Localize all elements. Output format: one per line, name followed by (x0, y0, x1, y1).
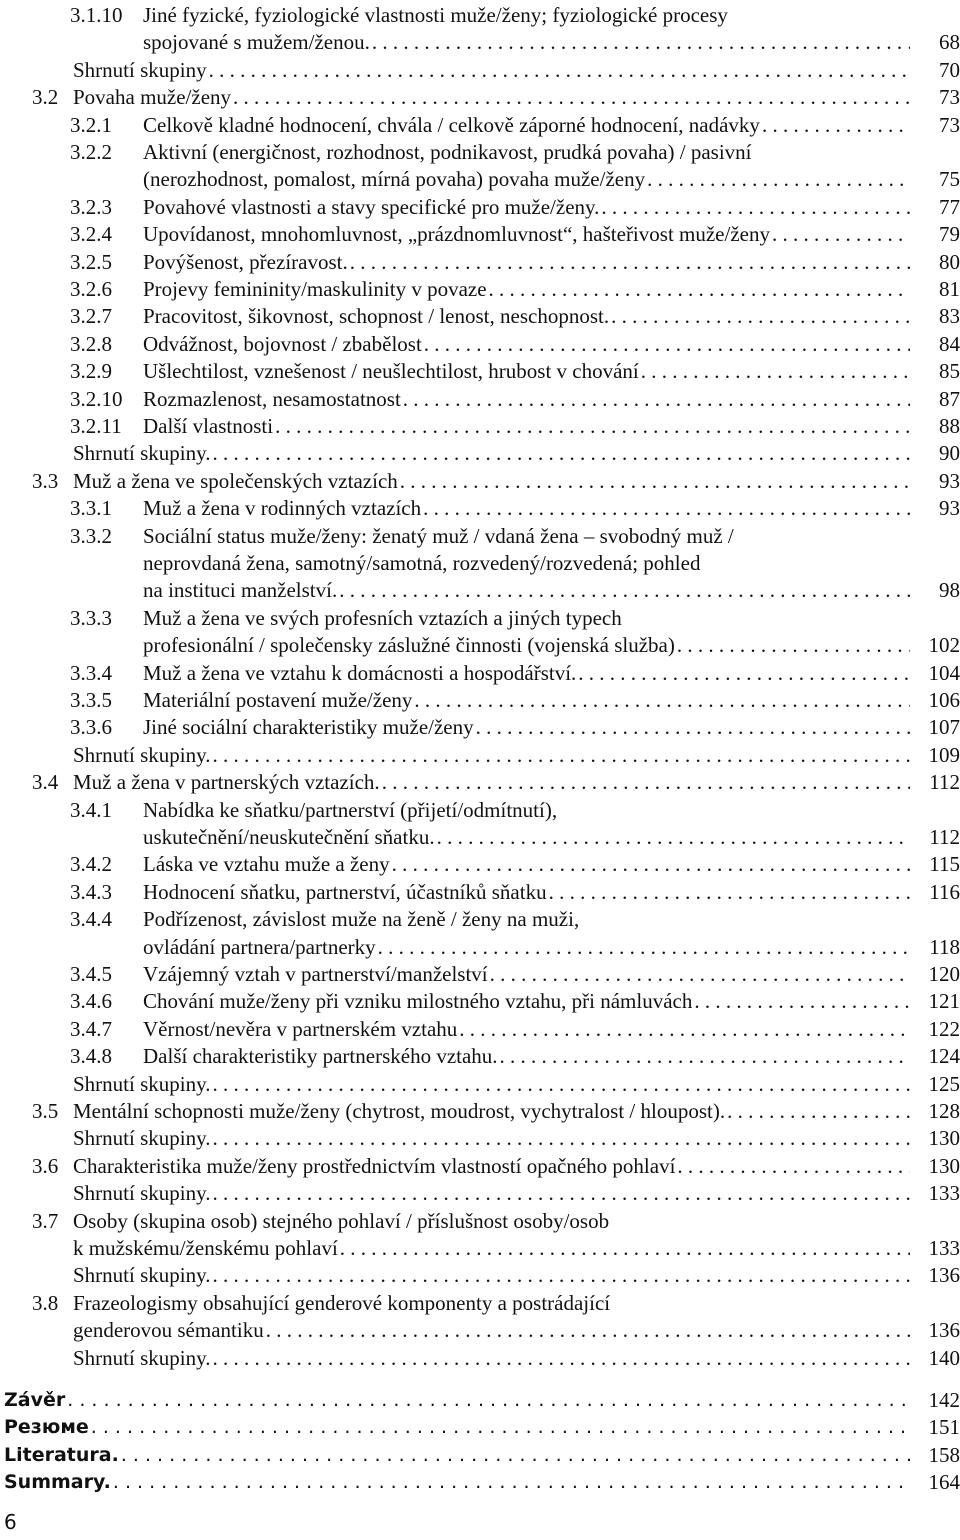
dot-leader (547, 879, 910, 906)
toc-entry[interactable] (0, 194, 960, 221)
toc-entry-number: 3.2.2 (70, 140, 112, 164)
toc-entry-title-line (143, 139, 960, 166)
toc-entry-title-line (143, 386, 910, 413)
toc-entry-title: Osoby (skupina osob) stejného pohlaví / příslušnost osoby/osob (73, 1208, 610, 1233)
toc-entry-title-line (73, 1290, 960, 1317)
toc-entry-title-line (73, 1071, 910, 1098)
toc-entry-page: 140 (928, 1345, 960, 1370)
toc-entry[interactable] (0, 660, 960, 687)
dot-leader (370, 29, 910, 56)
toc-entry-number: 3.2.1 (70, 112, 112, 137)
toc-entry-title: Shrnutí skupiny. (73, 742, 211, 767)
toc-entry-title-line (143, 988, 910, 1015)
toc-entry-title-line (143, 276, 910, 303)
toc-entry-title: Shrnutí skupiny. (73, 441, 211, 466)
toc-entry[interactable] (0, 605, 960, 660)
toc-entry-title-line (73, 1345, 910, 1372)
dot-leader (435, 824, 910, 851)
toc-entry-number: 3.3.1 (70, 496, 112, 521)
toc-entry-page: 128 (928, 1099, 960, 1123)
toc-entry-title: (nerozhodnost, pomalost, mírná povaha) povaha muže/ženy (143, 167, 646, 192)
toc-entry[interactable] (0, 742, 960, 769)
toc-entry-title-line (143, 824, 910, 851)
toc-entry-title: Literatura. (4, 1443, 119, 1466)
toc-entry-page: 115 (929, 852, 960, 877)
toc-entry-title: neprovdaná žena, samotný/samotná, rozvedený/rozvedená; pohled (143, 550, 701, 575)
toc-entry-title-line (143, 934, 910, 961)
toc-entry-page: 90 (939, 441, 960, 466)
dot-leader (210, 742, 910, 769)
toc-entry[interactable] (0, 468, 960, 495)
toc-entry-title-line (73, 1317, 910, 1344)
toc-entry-title-line (4, 1442, 910, 1469)
toc-entry-page: 112 (929, 824, 960, 849)
toc-entry[interactable] (0, 1125, 960, 1152)
toc-entry-page: 116 (929, 879, 960, 904)
toc-entry-number: 3.3.3 (70, 605, 112, 630)
toc-entry-title: Muž a žena ve společenských vztazích (73, 468, 398, 493)
toc-entry-title-line (4, 1387, 910, 1414)
toc-entry[interactable] (0, 906, 960, 961)
toc-entry-title: Ušlechtilost, vznešenost / neušlechtilost, hrubost v chování (143, 359, 639, 384)
toc-entry-page: 73 (939, 112, 960, 137)
toc-entry-page: 88 (939, 414, 960, 438)
toc-entry-title-line (143, 605, 960, 632)
dot-leader (488, 961, 910, 988)
toc-entry-title: Chování muže/ženy při vzniku milostného vztahu, při námluvách (143, 989, 693, 1014)
toc-entry-title: Materiální postavení muže/ženy (143, 688, 413, 712)
toc-entry-title-line (4, 1469, 910, 1496)
toc-entry[interactable] (0, 769, 960, 796)
toc-entry-title-line (143, 2, 960, 29)
toc-entry[interactable] (0, 1387, 960, 1414)
toc-entry-number: 3.1.10 (70, 3, 123, 27)
toc-entry-number: 3.8 (32, 1290, 59, 1315)
dot-leader (264, 1317, 910, 1344)
toc-entry-page: 118 (929, 934, 960, 959)
toc-entry-number: 3.4 (32, 770, 59, 795)
dot-leader (609, 303, 910, 330)
toc-entry-number: 3.4.1 (70, 797, 112, 822)
toc-entry-title: ovládání partnera/partnerky (143, 934, 376, 959)
toc-entry-title-line (73, 1125, 910, 1152)
toc-entry-number: 3.2.8 (70, 331, 112, 356)
toc-entry-title: Povýšenost, přezíravost. (143, 249, 348, 274)
dot-leader (210, 1180, 910, 1207)
toc-entry-title: Povahové vlastnosti a stavy specifické pro muže/ženy. (143, 194, 600, 219)
toc-entry-page: 133 (928, 1235, 960, 1260)
dot-leader (231, 84, 910, 111)
toc-entry-number: 3.4.2 (70, 852, 112, 877)
toc-entry-title: Další vlastnosti (143, 414, 274, 438)
toc-entry[interactable] (0, 139, 960, 194)
toc-entry-title-line (143, 523, 960, 550)
toc-entry-title: Shrnutí skupiny. (73, 1181, 211, 1206)
toc-entry-page: 79 (939, 222, 960, 247)
dot-leader (412, 687, 910, 714)
dot-leader (210, 1345, 910, 1372)
toc-entry-title-line (73, 1208, 960, 1235)
toc-entry-page: 151 (928, 1415, 960, 1440)
toc-entry[interactable] (0, 1442, 960, 1469)
toc-entry-title: Shrnutí skupiny. (73, 1071, 211, 1096)
toc-entry-title-line (143, 112, 910, 139)
toc-entry-title-line (73, 1153, 910, 1180)
toc-entry-title-line (143, 194, 910, 221)
toc-entry[interactable] (0, 1071, 960, 1098)
dot-leader (210, 1071, 910, 1098)
toc-entry[interactable] (0, 687, 960, 714)
toc-entry-title-line (73, 57, 910, 84)
toc-entry-number: 3.7 (32, 1208, 59, 1233)
toc-entry-title-line (143, 221, 910, 248)
toc-entry-number: 3.3.5 (70, 688, 112, 712)
dot-leader (599, 194, 910, 221)
toc-entry-title-line (143, 29, 910, 56)
toc-entry-page: 102 (928, 633, 960, 658)
toc-entry-title-line (73, 1180, 910, 1207)
toc-entry-number: 3.4.4 (70, 907, 112, 932)
toc-entry-title-line (73, 84, 910, 111)
toc-entry-title: uskutečnění/neuskutečnění sňatku. (143, 824, 435, 849)
dot-leader (645, 166, 910, 193)
toc-entry-page: 75 (939, 167, 960, 192)
toc-entry-title-line (143, 249, 910, 276)
toc-entry[interactable] (0, 1262, 960, 1289)
toc-entry-title: na instituci manželství. (143, 578, 338, 603)
toc-entry[interactable] (0, 879, 960, 906)
toc-entry-title-line (73, 769, 910, 796)
toc-entry-title: Rozmazlenost, nesamostatnost (143, 386, 401, 411)
toc-entry-page: 158 (928, 1442, 960, 1467)
toc-entry[interactable] (0, 1180, 960, 1207)
toc-entry[interactable] (0, 988, 960, 1015)
toc-entry-number: 3.3.4 (70, 660, 112, 685)
toc-entry-title-line (143, 879, 910, 906)
toc-entry-number: 3.2 (32, 85, 59, 110)
toc-entry-title: Shrnutí skupiny. (73, 1345, 211, 1370)
dot-leader (338, 1235, 910, 1262)
toc-entry-title-line (143, 413, 910, 440)
toc-entry-title: Muž a žena v rodinných vztazích (143, 496, 422, 521)
toc-entry-page: 80 (939, 249, 960, 274)
toc-entry[interactable] (0, 1016, 960, 1043)
toc-entry[interactable] (0, 523, 960, 605)
toc-entry-page: 136 (928, 1318, 960, 1343)
toc-entry[interactable] (0, 57, 960, 84)
toc-entry[interactable] (0, 495, 960, 522)
toc-entry[interactable] (0, 1208, 960, 1263)
toc-entry-page: 85 (939, 359, 960, 384)
toc-entry-title: Muž a žena ve vztahu k domácnosti a hospodářství. (143, 660, 577, 685)
toc-entry-title: genderovou sémantiku (73, 1318, 264, 1343)
toc-entry-page: 122 (928, 1016, 960, 1041)
toc-entry[interactable] (0, 386, 960, 413)
dot-leader (457, 1016, 910, 1043)
toc-entry-title: Резюме (4, 1416, 89, 1439)
dot-leader (474, 714, 910, 741)
toc-entry-title-line (143, 495, 910, 522)
toc-entry-title-line (143, 687, 910, 714)
toc-entry-page: 164 (928, 1470, 960, 1495)
toc-entry-title: Povaha muže/ženy (73, 85, 232, 110)
dot-leader (770, 221, 910, 248)
toc-entry-page: 84 (939, 331, 960, 356)
toc-entry[interactable] (0, 1290, 960, 1345)
toc-entry-number: 3.2.10 (70, 386, 123, 411)
dot-leader (210, 1262, 910, 1289)
toc-entry-title: Projevy femininity/maskulinity v povaze (143, 277, 487, 301)
toc-entry[interactable] (0, 221, 960, 248)
dot-leader (376, 934, 910, 961)
toc-entry-page: 142 (928, 1388, 960, 1413)
toc-entry-number: 3.4.8 (70, 1044, 112, 1069)
toc-entry[interactable] (0, 84, 960, 111)
toc-entry-title: Muž a žena v partnerských vztazích. (73, 770, 380, 795)
toc-entry-title: Summary. (4, 1471, 111, 1494)
toc-entry[interactable] (0, 112, 960, 139)
toc-entry-page: 130 (928, 1126, 960, 1151)
toc-entry-title-line (73, 1262, 910, 1289)
dot-leader (390, 851, 910, 878)
toc-entry-number: 3.3.6 (70, 715, 112, 740)
toc-entry-page: 106 (928, 688, 960, 712)
toc-entry-title-line (143, 358, 910, 385)
toc-entry-title-line (143, 1043, 910, 1070)
toc-entry-title: Muž a žena ve svých profesních vztazích a jiných typech (143, 605, 622, 630)
toc-entry-title-line (143, 906, 960, 933)
dot-leader (639, 358, 910, 385)
toc-entry-title: Jiné fyzické, fyziologické vlastnosti muže/ženy; fyziologické procesy (143, 3, 728, 27)
toc-entry[interactable] (0, 1043, 960, 1070)
toc-entry-title-line (73, 1098, 910, 1125)
toc-entry-number: 3.4.7 (70, 1016, 112, 1041)
dot-leader (576, 660, 910, 687)
toc-entry-page: 136 (928, 1263, 960, 1288)
toc-entry-title-line (143, 851, 910, 878)
toc-entry[interactable] (0, 1414, 960, 1441)
toc-entry-number: 3.2.6 (70, 277, 112, 301)
toc-entry-title: Odvážnost, bojovnost / zbabělost (143, 331, 422, 356)
toc-entry[interactable] (0, 1345, 960, 1372)
toc-entry-title-line (143, 797, 960, 824)
dot-leader (487, 276, 910, 303)
dot-leader (422, 331, 910, 358)
dot-leader (421, 495, 910, 522)
toc-entry-title: Mentální schopnosti muže/ženy (chytrost, moudrost, vychytralost / hloupost). (73, 1099, 726, 1123)
toc-entry-title: Shrnutí skupiny. (73, 1126, 211, 1151)
dot-leader (210, 440, 910, 467)
toc-entry-title: Hodnocení sňatku, partnerství, účastníků sňatku (143, 879, 547, 904)
toc-entry[interactable] (0, 2, 960, 57)
toc-entry-page: 87 (939, 386, 960, 411)
toc-entry-title: Frazeologismy obsahující genderové komponenty a postrádající (73, 1290, 611, 1315)
toc-entry-title: Věrnost/nevěra v partnerském vztahu (143, 1016, 458, 1041)
dot-leader (111, 1469, 910, 1496)
toc-entry-title-line (73, 1235, 910, 1262)
toc-entry-page: 93 (939, 468, 960, 493)
toc-entry-number: 3.2.3 (70, 194, 112, 219)
toc-entry[interactable] (0, 276, 960, 303)
dot-leader (675, 632, 910, 659)
toc-entry[interactable] (0, 1469, 960, 1496)
dot-leader (380, 769, 910, 796)
dot-leader (401, 386, 910, 413)
toc-entry-title: k mužskému/ženskému pohlaví (73, 1235, 338, 1260)
toc-entry[interactable] (0, 1153, 960, 1180)
toc-entry-title: Aktivní (energičnost, rozhodnost, podnikavost, prudká povaha) / pasivní (143, 140, 752, 164)
toc-entry-title: Upovídanost, mnohomluvnost, „prázdnomluvnost“, hašteřivost muže/ženy (143, 222, 770, 247)
toc-entry-page: 81 (939, 277, 960, 301)
dot-leader (89, 1414, 910, 1441)
toc-entry-title-line (143, 714, 910, 741)
toc-entry-page: 124 (928, 1044, 960, 1069)
toc-entry[interactable] (0, 797, 960, 852)
toc-entry[interactable] (0, 303, 960, 330)
dot-leader (273, 413, 910, 440)
toc-entry[interactable] (0, 714, 960, 741)
toc-entry[interactable] (0, 851, 960, 878)
toc-entry-number: 3.4.3 (70, 879, 112, 904)
dot-leader (498, 1043, 910, 1070)
toc-entry-title-line (73, 742, 910, 769)
dot-leader (725, 1098, 910, 1125)
toc-entry-page: 112 (929, 770, 960, 795)
toc-entry-title: Jiné sociální charakteristiky muže/ženy (143, 715, 474, 740)
toc-entry-title-line (143, 303, 910, 330)
toc-entry-title-line (143, 660, 910, 687)
toc-entry-title-line (143, 577, 910, 604)
dot-leader (207, 57, 910, 84)
toc-entry[interactable] (0, 440, 960, 467)
dot-leader (675, 1153, 910, 1180)
toc-entry-number: 3.2.5 (70, 249, 112, 274)
toc-entry-number: 3.4.5 (70, 962, 112, 986)
toc-entry-page: 125 (928, 1071, 960, 1096)
toc-entry-number: 3.3.2 (70, 523, 112, 548)
toc-entry[interactable] (0, 249, 960, 276)
toc-entry-title: profesionální / společensky záslužné činnosti (vojenská služba) (143, 633, 675, 658)
dot-leader (210, 1125, 910, 1152)
toc-entry-number: 3.2.11 (70, 414, 122, 438)
toc-entry[interactable] (0, 358, 960, 385)
toc-entry-title: Charakteristika muže/ženy prostřednictvím vlastností opačného pohlaví (73, 1153, 676, 1178)
dot-leader (348, 249, 910, 276)
toc-entry-title: Shrnutí skupiny (73, 57, 207, 82)
toc-entry-number: 3.2.4 (70, 222, 112, 247)
toc-entry-page: 107 (928, 715, 960, 740)
toc-entry-page: 133 (928, 1181, 960, 1206)
toc-entry-number: 3.4.6 (70, 989, 112, 1014)
toc-entry-page: 104 (928, 660, 960, 685)
toc-entry-title-line (73, 440, 910, 467)
toc-entry-title: spojované s mužem/ženou. (143, 30, 370, 55)
toc-entry-title: Sociální status muže/ženy: ženatý muž / vdaná žena – svobodný muž / (143, 523, 734, 548)
toc-entry[interactable] (0, 331, 960, 358)
toc-entry-title: Závěr (4, 1389, 66, 1412)
toc-entry-title-line (4, 1414, 910, 1441)
toc-entry-page: 109 (928, 742, 960, 767)
dot-leader (337, 577, 910, 604)
toc-entry-page: 70 (939, 57, 960, 82)
toc-entry-number: 3.5 (32, 1099, 59, 1123)
toc-entry-number: 3.3 (32, 468, 59, 493)
toc-entry-page: 73 (939, 85, 960, 110)
toc-entry-page: 93 (939, 496, 960, 521)
dot-leader (65, 1387, 910, 1414)
toc-entry[interactable] (0, 413, 960, 440)
toc-entry-number: 3.2.9 (70, 359, 112, 384)
toc-entry-page: 121 (928, 989, 960, 1014)
toc-entry-title: Vzájemný vztah v partnerství/manželství (143, 962, 488, 986)
toc-entry-page: 83 (939, 304, 960, 329)
dot-leader (398, 468, 910, 495)
toc-entry-page: 130 (928, 1153, 960, 1178)
toc-entry-title-line (143, 961, 910, 988)
toc-entry[interactable] (0, 1098, 960, 1125)
toc-entry-number: 3.2.7 (70, 304, 112, 329)
toc-entry-title: Shrnutí skupiny. (73, 1263, 211, 1288)
toc-entry-page: 120 (928, 962, 960, 986)
toc-entry-title: Podřízenost, závislost muže na ženě / ženy na muži, (143, 907, 580, 932)
toc-entry-page: 98 (939, 578, 960, 603)
toc-entry-title-line (143, 1016, 910, 1043)
toc-entry-number: 3.6 (32, 1153, 59, 1178)
toc-entry-title: Láska ve vztahu muže a ženy (143, 852, 390, 877)
toc-entry-title-line (143, 331, 910, 358)
toc-entry-page: 68 (939, 30, 960, 55)
page-number: 6 (4, 1510, 17, 1534)
toc-entry-title-line (143, 166, 910, 193)
toc-entry-title: Další charakteristiky partnerského vztahu. (143, 1044, 498, 1069)
toc-entry-title: Celkově kladné hodnocení, chvála / celkově záporné hodnocení, nadávky (143, 112, 760, 137)
dot-leader (760, 112, 910, 139)
toc-entry-page: 77 (939, 194, 960, 219)
toc-entry[interactable] (0, 961, 960, 988)
toc-entry-title-line (143, 550, 960, 577)
toc-entry-title: Pracovitost, šikovnost, schopnost / lenost, neschopnost. (143, 304, 610, 329)
toc-entry-title-line (73, 468, 910, 495)
toc-entry-title: Nabídka ke sňatku/partnerství (přijetí/odmítnutí), (143, 797, 558, 822)
dot-leader (692, 988, 910, 1015)
toc-entry-title-line (143, 632, 910, 659)
dot-leader (119, 1442, 910, 1469)
